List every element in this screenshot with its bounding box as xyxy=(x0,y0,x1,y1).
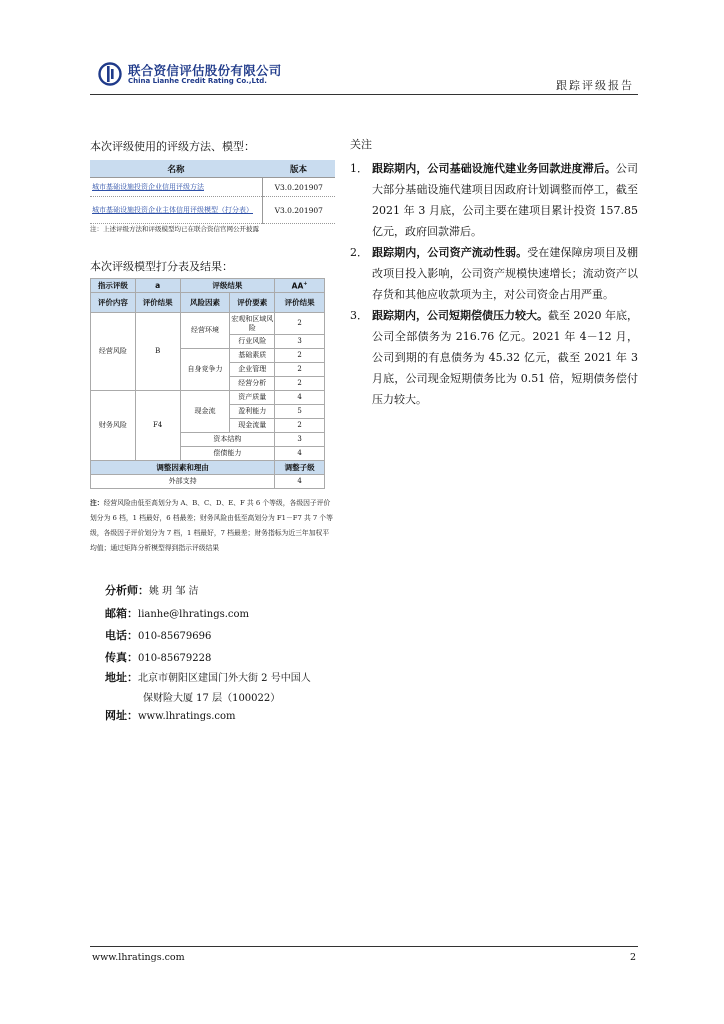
adj-label: 调整因素和理由 xyxy=(91,461,275,475)
concern-item: 3． 跟踪期内，公司短期偿债压力较大。截至 2020 年底，公司全部债务为 216.76 亿元。2021 年 4－12 月，公司到期的有息债务为 45.32 亿元，截至 2021 年 3 月底，公司现金短期债务比为 0.51 倍，短期债务偿付压力较大。 xyxy=(350,309,638,406)
compet: 自身竞争力 xyxy=(180,349,230,391)
op-result: B xyxy=(135,313,180,391)
cashflow-value: 2 xyxy=(275,419,325,433)
cashflow: 现金流量 xyxy=(230,419,275,433)
analysis: 经营分析 xyxy=(230,377,275,391)
ext-support: 外部支持 xyxy=(91,475,275,489)
methods-note: 注：上述评级方法和评级模型均已在联合资信官网公开披露 xyxy=(90,225,259,233)
fax-row: 传真：010-85679228 xyxy=(105,651,212,664)
fin-result: F4 xyxy=(135,391,180,461)
page-number: 2 xyxy=(629,952,636,963)
table-row xyxy=(90,197,335,224)
solvency: 偿债能力 xyxy=(180,447,275,461)
footer-divider xyxy=(90,946,638,947)
industry: 行业风险 xyxy=(230,335,275,349)
concerns-title: 关注 xyxy=(350,138,372,151)
method-version: V3.0.201907 xyxy=(262,178,335,197)
cash: 现金流 xyxy=(180,391,230,433)
adj-sub: 调整子级 xyxy=(275,461,325,475)
company-logo-icon xyxy=(98,62,122,86)
indicator-label: 指示评级 xyxy=(91,279,136,293)
footer-site[interactable]: www.lhratings.com xyxy=(92,952,185,963)
table-row xyxy=(90,178,335,197)
capital-value: 3 xyxy=(275,433,325,447)
email-link[interactable]: lianhe@lhratings.com xyxy=(138,609,250,620)
concern-item: 2． 跟踪期内，公司资产流动性弱。受在建保障房项目及棚改项目投入影响，公司资产规模快速增长；流动资产以存货和其他应收款项为主，对公司资金占用严重。 xyxy=(350,246,639,301)
col-content: 评价内容 xyxy=(91,293,136,313)
col-element-result: 评价结果 xyxy=(275,293,325,313)
col-name: 名称 xyxy=(90,160,262,178)
concern-item: 1． 跟踪期内，公司基础设施代建业务回款进度滞后。公司大部分基础设施代建项目因政府计划调整而停工，截至 2021 年 3 月底，公司主要在建项目累计投资 157.85 亿元，政府回款滞后。 xyxy=(350,162,639,238)
result-label: 评级结果 xyxy=(180,279,275,293)
web-row: 网址：www.lhratings.com xyxy=(105,709,236,722)
basic-value: 2 xyxy=(275,349,325,363)
address-row: 地址：北京市朝阳区建国门外大街 2 号中国人 xyxy=(105,671,311,684)
model-title: 本次评级模型打分表及结果： xyxy=(90,260,233,273)
company-name-cn: 联合资信评估股份有限公司 xyxy=(128,63,282,78)
industry-value: 3 xyxy=(275,335,325,349)
model-note: 注：经营风险由低至高划分为 A、B、C、D、E、F 共 6 个等级，各级因子评价划分为 6 档，1 档最好，6 档最差；财务风险由低至高划分为 F1－F7 共 7 个等级，各级因子评价划分为 7 档，1 档最好，7 档最差；财务指标为近三年加权平均值；通过矩阵分析模型得到指示评级结果 xyxy=(90,499,333,552)
asset-value: 4 xyxy=(275,391,325,405)
mgmt-value: 2 xyxy=(275,363,325,377)
header-divider xyxy=(90,94,638,95)
address-row-2: 保财险大厦 17 层（100022） xyxy=(143,693,281,704)
web-link[interactable]: www.lhratings.com xyxy=(138,711,236,722)
mgmt: 企业管理 xyxy=(230,363,275,377)
fin-risk: 财务风险 xyxy=(91,391,136,461)
company-name-en: China Lianhe Credit Rating Co.,Ltd. xyxy=(128,77,267,85)
model-table xyxy=(90,278,325,489)
model-version: V3.0.201907 xyxy=(262,197,335,224)
capital: 资本结构 xyxy=(180,433,275,447)
col-element: 评价要素 xyxy=(230,293,275,313)
ext-value: 4 xyxy=(275,475,325,489)
methods-table xyxy=(90,160,335,224)
macro: 宏观和区域风险 xyxy=(230,313,275,335)
analysis-value: 2 xyxy=(275,377,325,391)
concerns-section xyxy=(350,136,638,410)
asset: 资产质量 xyxy=(230,391,275,405)
model-link[interactable]: 城市基础设施投资企业主体信用评级模型（打分表） xyxy=(90,197,262,224)
report-type: 跟踪评级报告 xyxy=(556,79,634,92)
col-version: 版本 xyxy=(262,160,335,178)
env: 经营环境 xyxy=(180,313,230,349)
analyst-row: 分析师：姚 玥 邹 洁 xyxy=(105,584,199,597)
col-result: 评价结果 xyxy=(135,293,180,313)
col-risk: 风险因素 xyxy=(180,293,230,313)
macro-value: 2 xyxy=(275,313,325,335)
phone-row: 电话：010-85679696 xyxy=(105,629,212,642)
result-value: AA+ xyxy=(275,279,325,293)
method-link[interactable]: 城市基础设施投资企业信用评级方法 xyxy=(90,178,262,197)
profit: 盈利能力 xyxy=(230,405,275,419)
methods-title: 本次评级使用的评级方法、模型： xyxy=(90,140,255,153)
indicator-value: a xyxy=(135,279,180,293)
email-row: 邮箱：lianhe@lhratings.com xyxy=(105,607,250,620)
op-risk: 经营风险 xyxy=(91,313,136,391)
profit-value: 5 xyxy=(275,405,325,419)
solvency-value: 4 xyxy=(275,447,325,461)
basic: 基础素质 xyxy=(230,349,275,363)
